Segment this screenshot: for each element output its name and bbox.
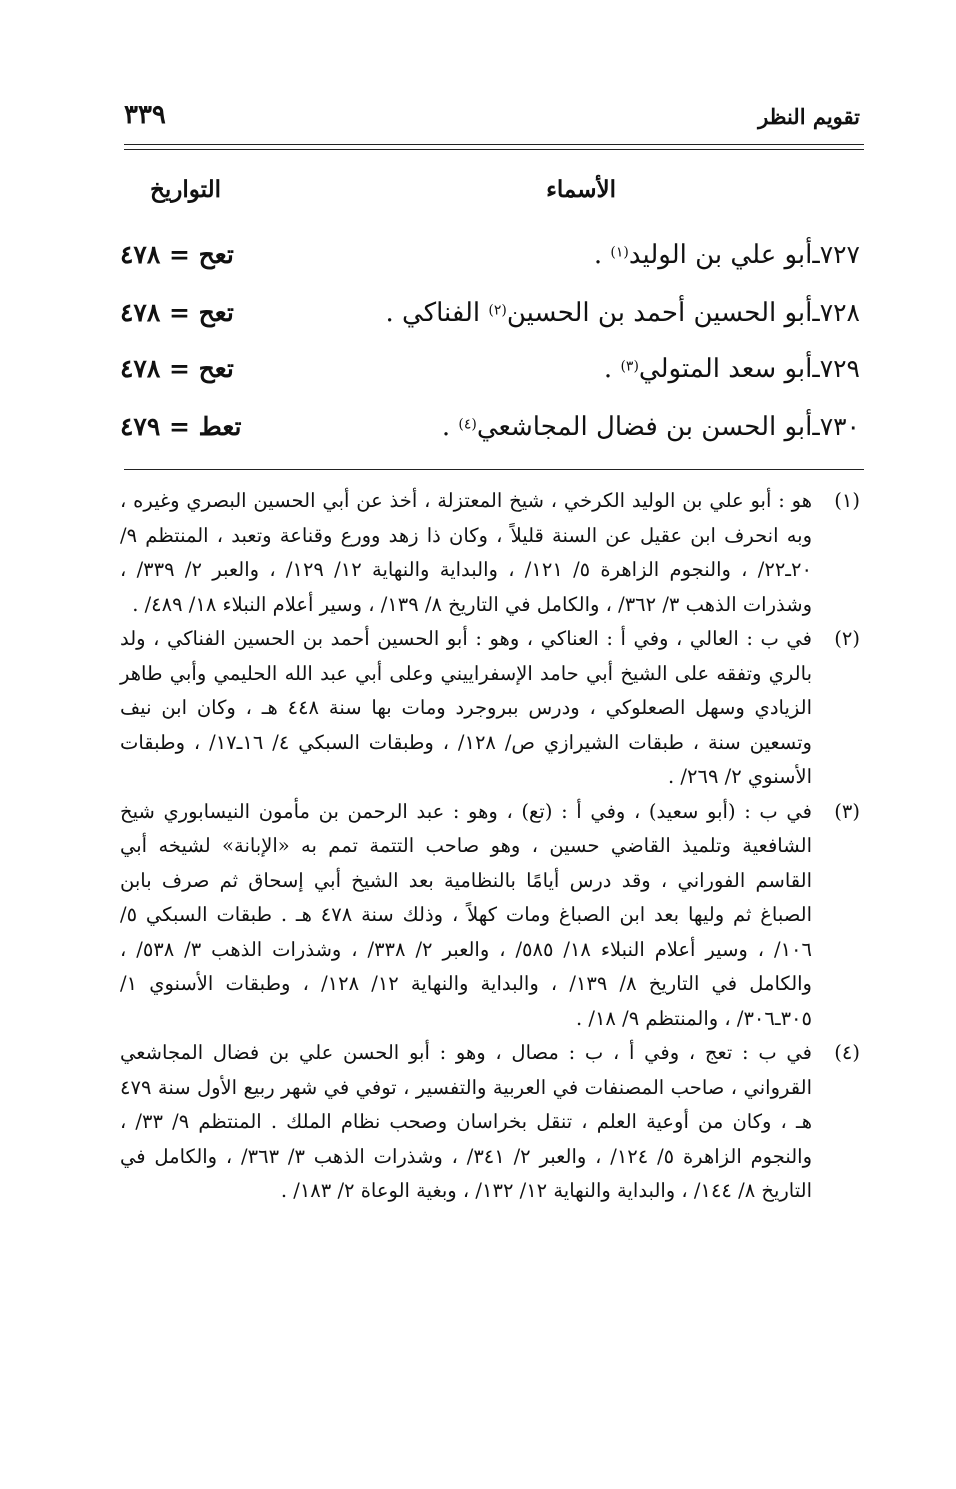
footnote-number: (٣) <box>834 799 860 823</box>
footnote-separator <box>124 469 864 470</box>
date-code: تعح <box>198 298 234 327</box>
footnote-number: (٢) <box>834 627 860 650</box>
entry-name: أبو الحسين أحمد بن الحسين <box>506 298 813 328</box>
entry-number: ٧٢٧ـ <box>812 240 860 269</box>
entry-name: أبو علي بن الوليد <box>628 240 813 270</box>
entry-tail: الفناكي . <box>385 298 489 328</box>
page-number: ٣٣٩ <box>124 100 166 130</box>
entry-727 <box>120 240 860 284</box>
entry-728 <box>120 298 860 342</box>
footnote-number: (٤) <box>834 1041 860 1064</box>
entry-date: تعح = ٤٧٨ <box>120 298 234 327</box>
names-column-heading: الأسماء <box>546 176 616 203</box>
entry-729 <box>120 354 860 398</box>
entry-name: أبو الحسن بن فضال المجاشعي <box>476 412 813 442</box>
date-code: تعط <box>198 412 242 441</box>
date-year: ٤٧٨ <box>120 354 161 383</box>
entry-number: ٧٢٨ـ <box>812 298 860 327</box>
footnote-4 <box>120 1036 860 1209</box>
entry-number: ٧٣٠ـ <box>812 412 860 441</box>
footnote-2 <box>120 622 860 795</box>
footnote-text: في ب : العالي ، وفي أ : العناكي ، وهو : أبو الحسين أحمد بن الحسين الفناكي ، ولد بالري وتفقه على الشيخ أبي حامد الإسفراييني وعلى أبي عبد الله الحليمي وأبي طاهر الزيادي وسهل الصعلوكي ، ودرس ببروجرد ومات بها سنة ٤٤٨ هـ ، وكان ابن نيف وتسعين سنة ، طبقات الشيرازي ص/ ١٢٨/ ، وطبقات السبكي ٤/ ١٦ـ١٧/ ، وطبقات الأسنوي ٢/ ٢٦٩/ . <box>120 627 812 788</box>
date-year: ٤٧٩ <box>120 412 161 441</box>
dates-column-heading: التواريخ <box>150 176 221 203</box>
footnote-1 <box>120 484 860 622</box>
entry-number: ٧٢٩ـ <box>812 354 860 383</box>
footnote-text: في ب : (أبو سعيد) ، وفي أ : (تع) ، وهو : عبد الرحمن بن مأمون النيسابوري شيخ الشافعية وتلميذ القاضي حسين ، وهو صاحب التتمة تمم به «الإبانة» لشيخه أبي القاسم الفوراني ، وقد درس أيامًا بالنظامية بعد الشيخ أبي إسحاق ثم صرف بابن الصباغ ثم وليها بعد ابن الصباغ ومات كهلاً ، وذلك سنة ٤٧٨ هـ . طبقات السبكي ٥/ ١٠٦/ ، وسير أعلام النبلاء ١٨/ ٥٨٥/ ، والعبر ٢/ ٣٣٨/ ، وشذرات الذهب ٣/ ٥٣٨/ ، والكامل في التاريخ ٨/ ١٣٩/ ، والبداية والنهاية ١٢/ ١٢٨/ ، وطبقات الأسنوي ١/ ٣٠٥ـ٣٠٦/ ، والمنتظم ٩/ ١٨/ . <box>120 799 812 1030</box>
entry-date: تعح = ٤٧٨ <box>120 354 234 383</box>
footnote-ref: (١) <box>610 244 629 261</box>
footnote-text: في ب : تعج ، وفي أ ، ب : مصال ، وهو : أبو الحسن علي بن فضال المجاشعي القرواني ، صاحب المصنفات في العربية والتفسير ، توفي في شهر ربيع الأول سنة ٤٧٩ هـ ، وكان من أوعية العلم ، تنقل بخراسان وصحب نظام الملك . المنتظم ٩/ ٣٣/ ، والنجوم الزاهرة ٥/ ١٢٤/ ، والعبر ٢/ ٣٤١/ ، وشذرات الذهب ٣/ ٣٦٣/ ، والكامل في التاريخ ٨/ ١٤٤/ ، والبداية والنهاية ١٢/ ١٣٢/ ، وبغية الوعاة ٢/ ١٨٣/ . <box>120 1041 812 1202</box>
entry-name: أبو سعد المتولي <box>638 354 813 384</box>
entry-date: تعط = ٤٧٩ <box>120 412 242 441</box>
footnote-text: هو : أبو علي بن الوليد الكرخي ، شيخ المعتزلة ، أخذ عن أبي الحسين البصري وغيره ، وبه انحرف ابن عقيل عن السنة قليلاً ، وكان ذا زهد وورع وقناعة وتعبد ، المنتظم ٩/ ٢٠ـ٢٢/ ، والنجوم الزاهرة ٥/ ١٢١/ ، والبداية والنهاية ١٢/ ١٢٩/ ، والعبر ٢/ ٣٣٩/ ، وشذرات الذهب ٣/ ٣٦٢/ ، والكامل في التاريخ ٨/ ١٣٩/ ، وسير أعلام النبلاء ١٨/ ٤٨٩/ . <box>120 489 812 616</box>
footnote-3 <box>120 795 860 1037</box>
date-year: ٤٧٨ <box>120 240 161 269</box>
footnote-number: (١) <box>834 489 860 512</box>
entry-730 <box>120 412 860 456</box>
date-code: تعح <box>198 354 234 383</box>
entry-tail: . <box>593 240 611 270</box>
entry-tail: . <box>603 354 621 384</box>
footnotes <box>120 484 860 1209</box>
footnote-ref: (٤) <box>458 416 477 433</box>
date-code: تعح <box>198 240 234 269</box>
footnote-ref: (٣) <box>620 358 639 375</box>
entry-date: تعح = ٤٧٨ <box>120 240 234 269</box>
running-title: تقويم النظر <box>758 104 860 129</box>
footnote-ref: (٢) <box>488 302 507 319</box>
date-year: ٤٧٨ <box>120 298 161 327</box>
entry-tail: . <box>441 412 459 442</box>
header-rule <box>124 144 864 150</box>
